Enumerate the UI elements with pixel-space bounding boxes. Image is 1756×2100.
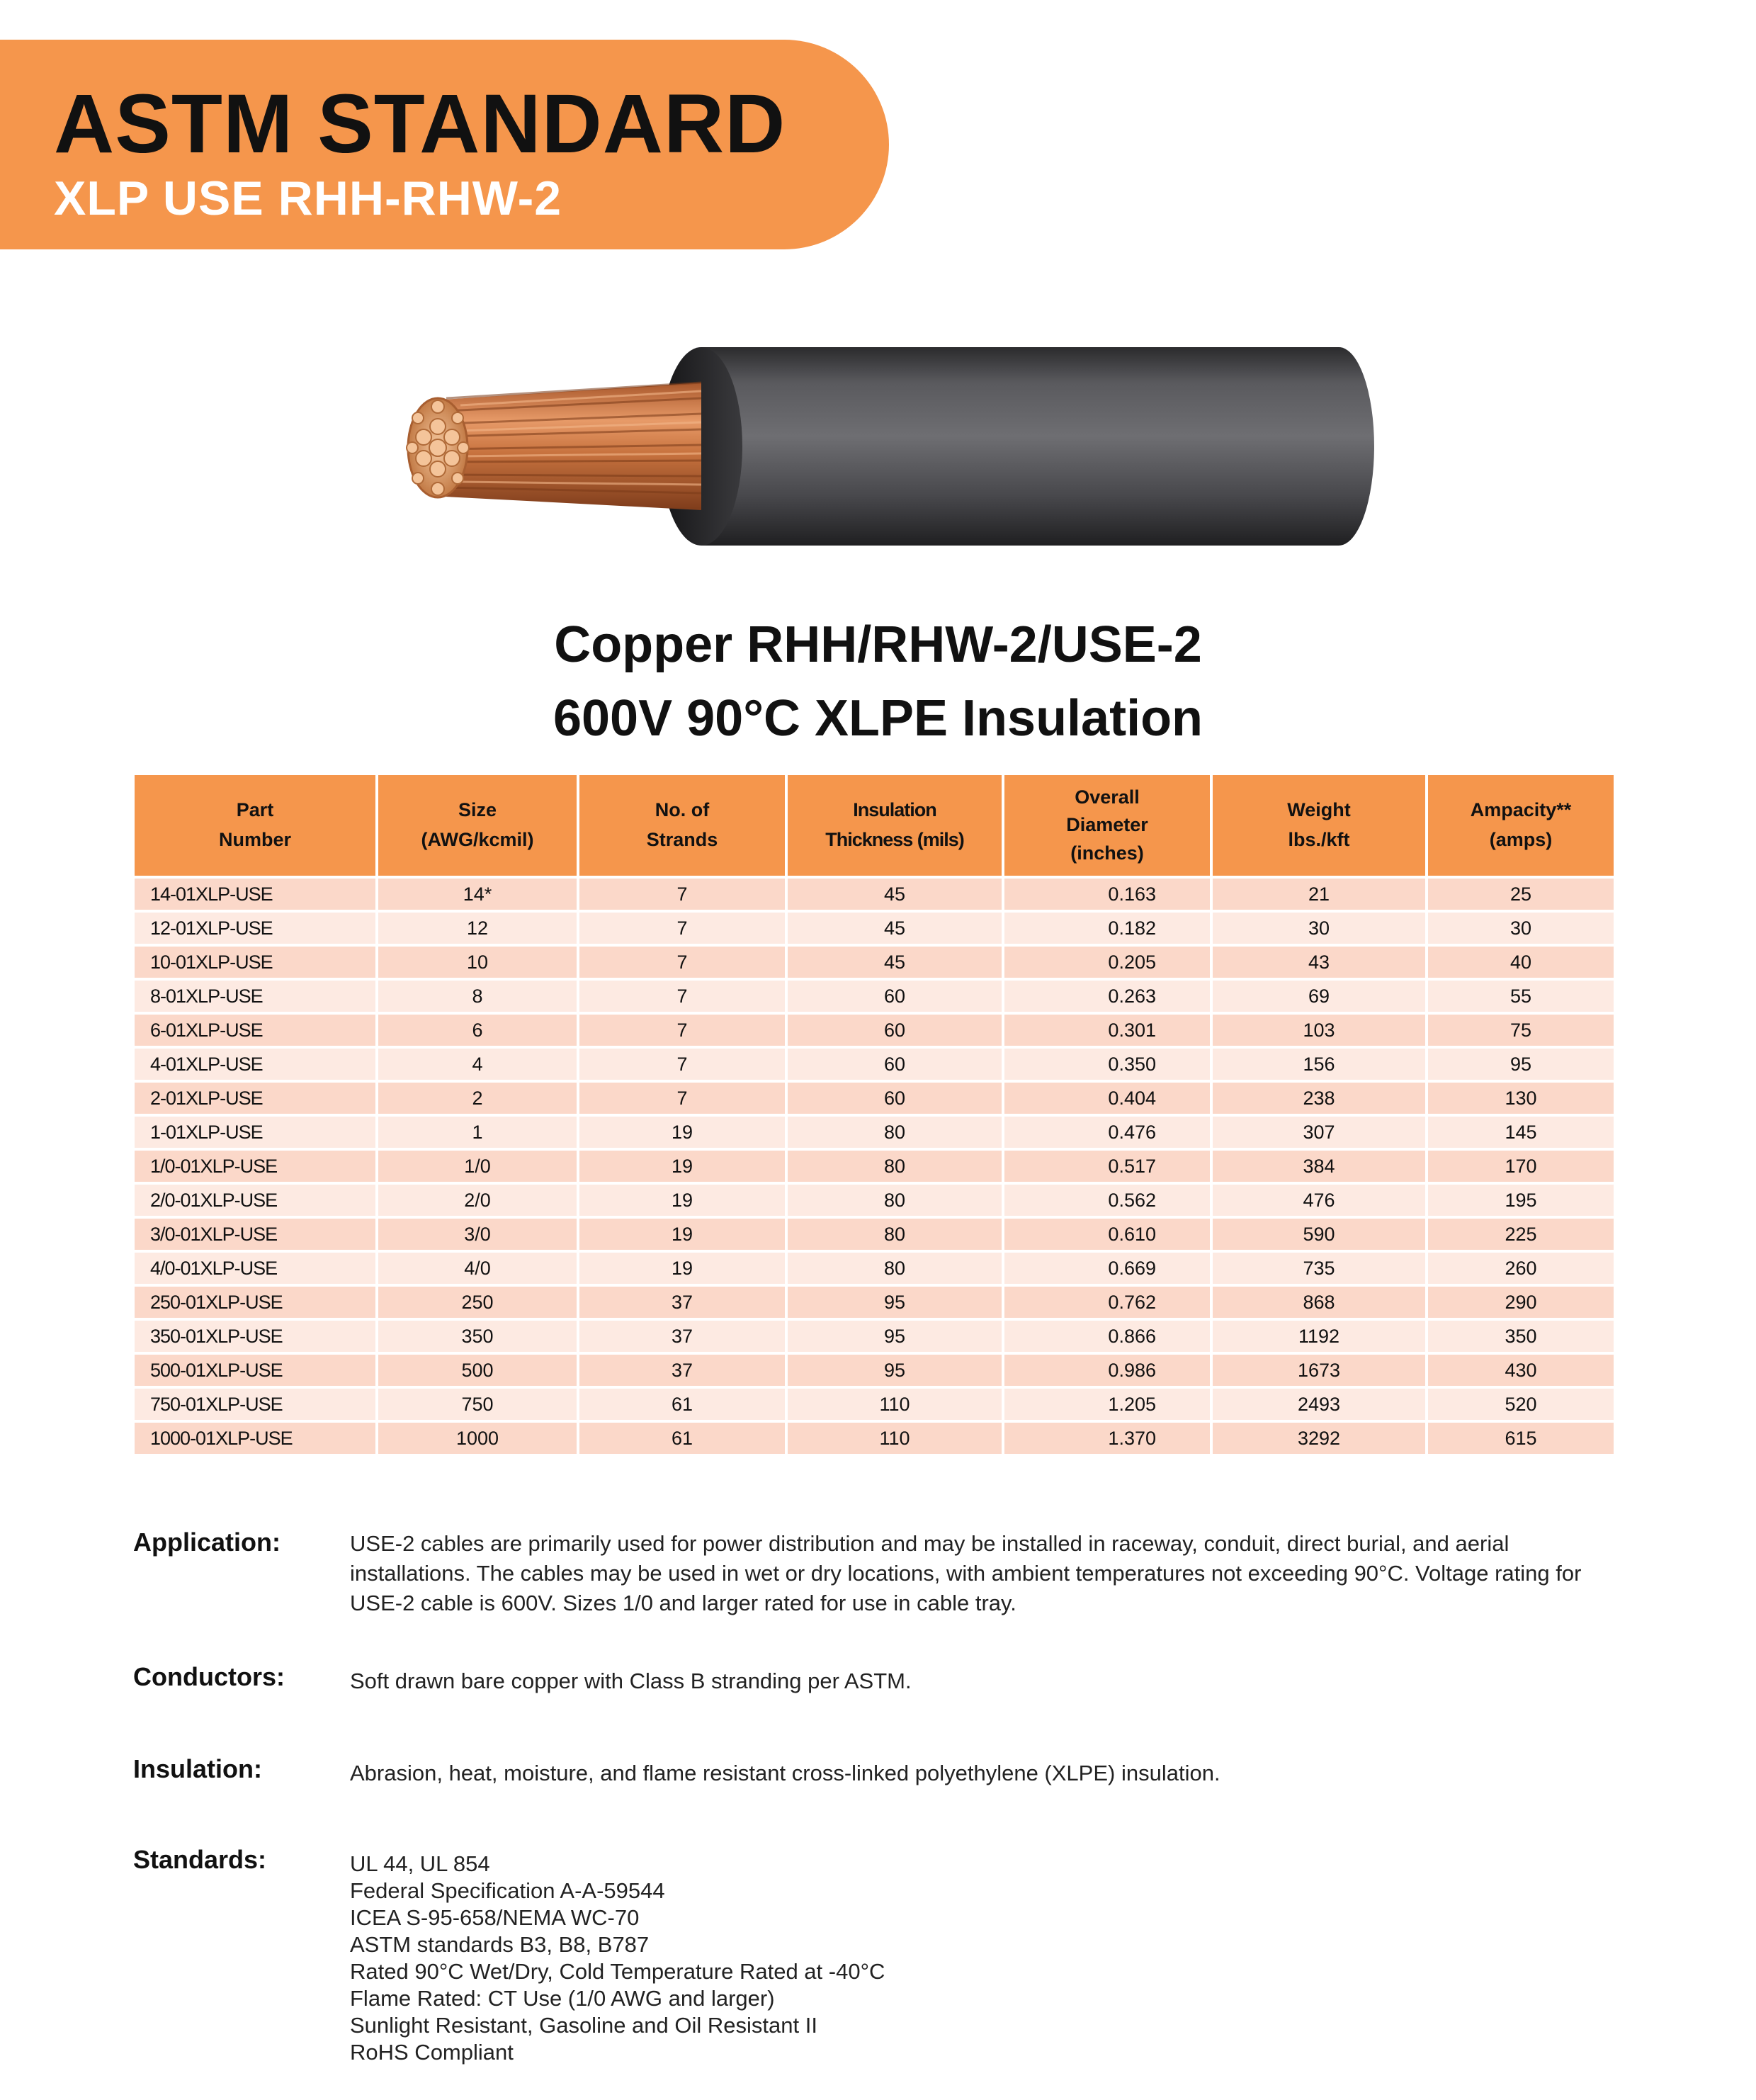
insulation-thickness-cell: 80 — [788, 1253, 1002, 1284]
overall-diameter-cell: 0.404 — [1004, 1083, 1210, 1114]
ampacity-cell: 95 — [1428, 1049, 1614, 1080]
ampacity-cell: 25 — [1428, 879, 1614, 910]
part-number-cell: 10-01XLP-USE — [135, 947, 375, 978]
table-row — [135, 1049, 1614, 1080]
standards-list-item: Flame Rated: CT Use (1/0 AWG and larger) — [350, 1986, 775, 2011]
size-cell: 14* — [378, 879, 577, 910]
strands-cell: 61 — [579, 1423, 785, 1454]
part-number-cell: 14-01XLP-USE — [135, 879, 375, 910]
strands-cell: 7 — [579, 981, 785, 1012]
header-overall-diameter: Overall Diameter (inches) — [1004, 775, 1210, 876]
insulation-thickness-cell: 80 — [788, 1185, 1002, 1216]
size-cell: 8 — [378, 981, 577, 1012]
banner-subtitle: XLP USE RHH-RHW-2 — [54, 171, 562, 225]
weight-cell: 238 — [1213, 1083, 1425, 1114]
overall-diameter-cell: 0.205 — [1004, 947, 1210, 978]
overall-diameter-cell: 0.517 — [1004, 1151, 1210, 1182]
part-number-cell: 4/0-01XLP-USE — [135, 1253, 375, 1284]
insulation-thickness-cell: 110 — [788, 1389, 1002, 1420]
table-row — [135, 1287, 1614, 1318]
part-number-cell: 4-01XLP-USE — [135, 1049, 375, 1080]
ampacity-cell: 225 — [1428, 1219, 1614, 1250]
part-number-cell: 750-01XLP-USE — [135, 1389, 375, 1420]
overall-diameter-cell: 0.610 — [1004, 1219, 1210, 1250]
application-text: USE-2 cables are primarily used for power distribution and may be installed in raceway, conduit, direct burial, and aerial installations. The cables may be used in wet or dry locations, with ambient temperatures not exceeding 90°C. Voltage rating for USE-2 cable is 600V. Sizes 1/0 and larger rated for use in cable tray. — [350, 1531, 1582, 1616]
ampacity-cell: 520 — [1428, 1389, 1614, 1420]
overall-diameter-cell: 1.370 — [1004, 1423, 1210, 1454]
strands-cell: 7 — [579, 1083, 785, 1114]
strands-cell: 19 — [579, 1117, 785, 1148]
part-number-cell: 500-01XLP-USE — [135, 1355, 375, 1386]
table-row — [135, 1151, 1614, 1182]
standards-list-item: RoHS Compliant — [350, 2040, 514, 2065]
header-ampacity: Ampacity** (amps) — [1428, 775, 1614, 876]
table-row — [135, 1253, 1614, 1284]
overall-diameter-cell: 0.163 — [1004, 879, 1210, 910]
ampacity-cell: 290 — [1428, 1287, 1614, 1318]
ampacity-cell: 30 — [1428, 913, 1614, 944]
header-weight: Weight lbs./kft — [1213, 775, 1425, 876]
weight-cell: 69 — [1213, 981, 1425, 1012]
ampacity-cell: 430 — [1428, 1355, 1614, 1386]
insulation-thickness-cell: 95 — [788, 1355, 1002, 1386]
strands-cell: 61 — [579, 1389, 785, 1420]
insulation-thickness-cell: 95 — [788, 1287, 1002, 1318]
header-insulation-thickness: Insulation Thickness (mils) — [788, 775, 1002, 876]
table-row — [135, 1083, 1614, 1114]
ampacity-cell: 130 — [1428, 1083, 1614, 1114]
part-number-cell: 350-01XLP-USE — [135, 1321, 375, 1352]
part-number-cell: 8-01XLP-USE — [135, 981, 375, 1012]
ampacity-cell: 195 — [1428, 1185, 1614, 1216]
ampacity-cell: 170 — [1428, 1151, 1614, 1182]
part-number-cell: 3/0-01XLP-USE — [135, 1219, 375, 1250]
strands-cell: 7 — [579, 913, 785, 944]
size-cell: 12 — [378, 913, 577, 944]
table-row — [135, 1355, 1614, 1386]
strands-cell: 37 — [579, 1321, 785, 1352]
table-row — [135, 947, 1614, 978]
table-row — [135, 879, 1614, 910]
overall-diameter-cell: 0.301 — [1004, 1015, 1210, 1046]
standards-label: Standards: — [133, 1845, 267, 1874]
insulation-text: Abrasion, heat, moisture, and flame resistant cross-linked polyethylene (XLPE) insulation. — [350, 1761, 1220, 1785]
size-cell: 4 — [378, 1049, 577, 1080]
weight-cell: 1673 — [1213, 1355, 1425, 1386]
size-cell: 1 — [378, 1117, 577, 1148]
strands-cell: 19 — [579, 1253, 785, 1284]
weight-cell: 21 — [1213, 879, 1425, 910]
overall-diameter-cell: 0.350 — [1004, 1049, 1210, 1080]
table-row — [135, 1389, 1614, 1420]
table-header-row — [135, 775, 1614, 876]
table-row — [135, 981, 1614, 1012]
copper-stranded-cable-image — [397, 333, 1374, 560]
conductors-label: Conductors: — [133, 1662, 285, 1691]
weight-cell: 307 — [1213, 1117, 1425, 1148]
insulation-thickness-cell: 110 — [788, 1423, 1002, 1454]
size-cell: 250 — [378, 1287, 577, 1318]
strands-cell: 7 — [579, 879, 785, 910]
part-number-cell: 2-01XLP-USE — [135, 1083, 375, 1114]
table-row — [135, 1015, 1614, 1046]
weight-cell: 2493 — [1213, 1389, 1425, 1420]
size-cell: 500 — [378, 1355, 577, 1386]
size-cell: 10 — [378, 947, 577, 978]
ampacity-cell: 55 — [1428, 981, 1614, 1012]
product-subtitle: 600V 90°C XLPE Insulation — [553, 690, 1203, 747]
size-cell: 6 — [378, 1015, 577, 1046]
header-strands: No. of Strands — [579, 775, 785, 876]
header-banner — [0, 40, 889, 249]
weight-cell: 735 — [1213, 1253, 1425, 1284]
insulation-thickness-cell: 80 — [788, 1219, 1002, 1250]
overall-diameter-cell: 0.182 — [1004, 913, 1210, 944]
weight-cell: 1192 — [1213, 1321, 1425, 1352]
insulation-thickness-cell: 45 — [788, 879, 1002, 910]
overall-diameter-cell: 0.263 — [1004, 981, 1210, 1012]
size-cell: 750 — [378, 1389, 577, 1420]
insulation-thickness-cell: 80 — [788, 1151, 1002, 1182]
insulation-thickness-cell: 80 — [788, 1117, 1002, 1148]
weight-cell: 156 — [1213, 1049, 1425, 1080]
strands-cell: 7 — [579, 947, 785, 978]
insulation-thickness-cell: 45 — [788, 947, 1002, 978]
ampacity-cell: 615 — [1428, 1423, 1614, 1454]
header-size: Size (AWG/kcmil) — [378, 775, 577, 876]
strands-cell: 7 — [579, 1015, 785, 1046]
overall-diameter-cell: 0.762 — [1004, 1287, 1210, 1318]
size-cell: 4/0 — [378, 1253, 577, 1284]
part-number-cell: 2/0-01XLP-USE — [135, 1185, 375, 1216]
spec-table-body — [135, 879, 1614, 1454]
overall-diameter-cell: 0.866 — [1004, 1321, 1210, 1352]
weight-cell: 590 — [1213, 1219, 1425, 1250]
weight-cell: 476 — [1213, 1185, 1425, 1216]
insulation-thickness-cell: 45 — [788, 913, 1002, 944]
weight-cell: 103 — [1213, 1015, 1425, 1046]
strands-cell: 37 — [579, 1287, 785, 1318]
size-cell: 1000 — [378, 1423, 577, 1454]
strands-cell: 7 — [579, 1049, 785, 1080]
insulation-thickness-cell: 60 — [788, 1083, 1002, 1114]
strands-cell: 19 — [579, 1151, 785, 1182]
part-number-cell: 1/0-01XLP-USE — [135, 1151, 375, 1182]
insulation-thickness-cell: 95 — [788, 1321, 1002, 1352]
standards-list-item: ICEA S-95-658/NEMA WC-70 — [350, 1905, 640, 1930]
table-row — [135, 1117, 1614, 1148]
banner-title: ASTM STANDARD — [54, 77, 786, 171]
weight-cell: 43 — [1213, 947, 1425, 978]
overall-diameter-cell: 0.986 — [1004, 1355, 1210, 1386]
part-number-cell: 250-01XLP-USE — [135, 1287, 375, 1318]
table-row — [135, 1423, 1614, 1454]
strands-cell: 19 — [579, 1185, 785, 1216]
part-number-cell: 1-01XLP-USE — [135, 1117, 375, 1148]
size-cell: 350 — [378, 1321, 577, 1352]
weight-cell: 3292 — [1213, 1423, 1425, 1454]
strands-cell: 37 — [579, 1355, 785, 1386]
standards-list — [350, 1851, 1625, 2066]
conductors-text: Soft drawn bare copper with Class B stranding per ASTM. — [350, 1669, 912, 1693]
insulation-thickness-cell: 60 — [788, 1049, 1002, 1080]
size-cell: 2 — [378, 1083, 577, 1114]
ampacity-cell: 40 — [1428, 947, 1614, 978]
weight-cell: 30 — [1213, 913, 1425, 944]
ampacity-cell: 350 — [1428, 1321, 1614, 1352]
part-number-cell: 1000-01XLP-USE — [135, 1423, 375, 1454]
application-label: Application: — [133, 1528, 281, 1557]
size-cell: 3/0 — [378, 1219, 577, 1250]
ampacity-cell: 145 — [1428, 1117, 1614, 1148]
table-row — [135, 913, 1614, 944]
insulation-label: Insulation: — [133, 1754, 262, 1783]
spec-table — [132, 772, 1616, 1457]
standards-list-container — [350, 1851, 1625, 2066]
overall-diameter-cell: 0.562 — [1004, 1185, 1210, 1216]
strands-cell: 19 — [579, 1219, 785, 1250]
size-cell: 2/0 — [378, 1185, 577, 1216]
insulation-thickness-cell: 60 — [788, 1015, 1002, 1046]
standards-list-item: Federal Specification A-A-59544 — [350, 1878, 665, 1903]
table-row — [135, 1321, 1614, 1352]
part-number-cell: 6-01XLP-USE — [135, 1015, 375, 1046]
overall-diameter-cell: 0.476 — [1004, 1117, 1210, 1148]
size-cell: 1/0 — [378, 1151, 577, 1182]
weight-cell: 868 — [1213, 1287, 1425, 1318]
weight-cell: 384 — [1213, 1151, 1425, 1182]
ampacity-cell: 260 — [1428, 1253, 1614, 1284]
ampacity-cell: 75 — [1428, 1015, 1614, 1046]
standards-list-item: Rated 90°C Wet/Dry, Cold Temperature Rated at -40°C — [350, 1959, 885, 1984]
standards-list-item: ASTM standards B3, B8, B787 — [350, 1932, 650, 1957]
table-row — [135, 1185, 1614, 1216]
header-part-number: Part Number — [135, 775, 375, 876]
standards-list-item: UL 44, UL 854 — [350, 1851, 490, 1876]
part-number-cell: 12-01XLP-USE — [135, 913, 375, 944]
overall-diameter-cell: 0.669 — [1004, 1253, 1210, 1284]
product-title: Copper RHH/RHW-2/USE-2 — [554, 616, 1202, 673]
table-row — [135, 1219, 1614, 1250]
standards-list-item: Sunlight Resistant, Gasoline and Oil Resistant II — [350, 2013, 817, 2038]
insulation-thickness-cell: 60 — [788, 981, 1002, 1012]
overall-diameter-cell: 1.205 — [1004, 1389, 1210, 1420]
